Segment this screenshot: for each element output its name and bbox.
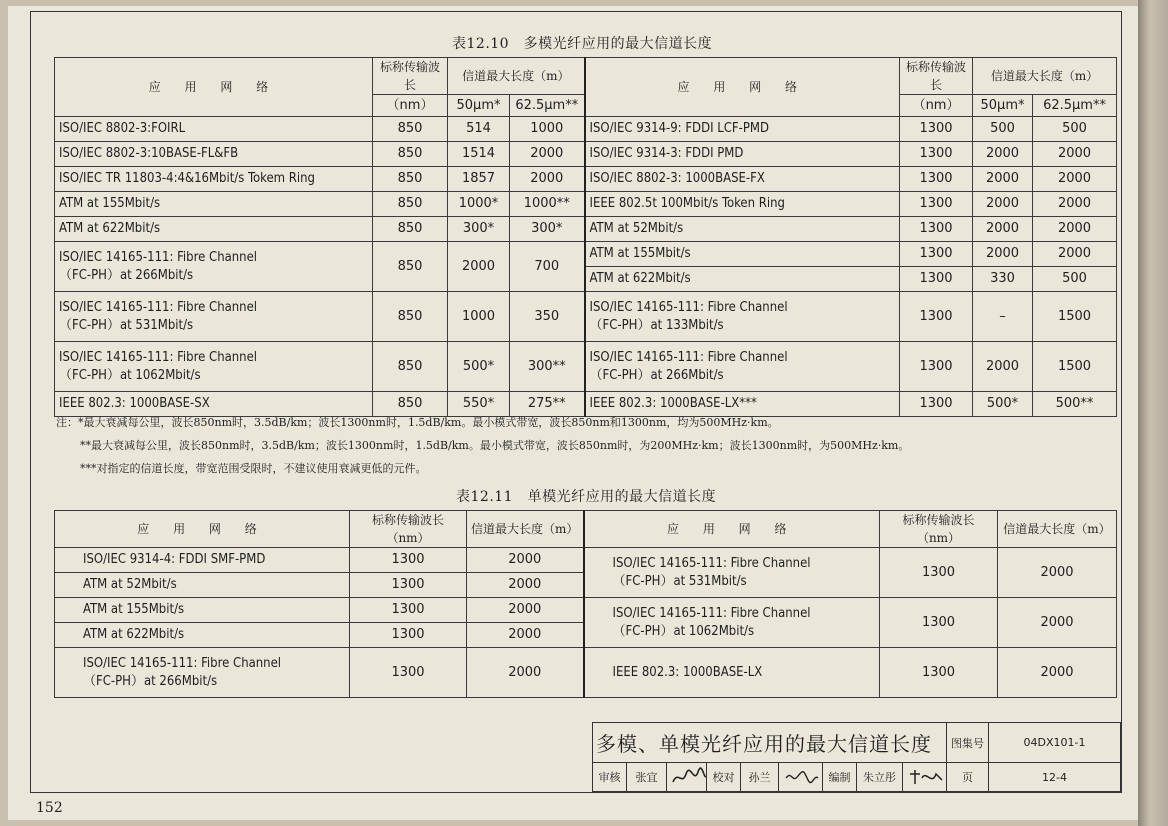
cell-wavelength: 850 — [373, 392, 448, 417]
table-row: IEEE 802.3: 1000BASE-LX — [584, 648, 880, 698]
reviewer-signature — [667, 763, 707, 792]
title-block — [592, 722, 1121, 792]
atlas-no-label: 图集号 — [947, 723, 989, 763]
app-line-2: （FC-PH）at 1062Mbit/s — [612, 623, 755, 639]
note-3: ***对指定的信道长度，带宽范围受限时，不建议使用衰减更低的元件。 — [80, 462, 427, 475]
cell-wavelength: 1300 — [880, 598, 998, 648]
check-label: 校对 — [707, 763, 741, 792]
page-number: 152 — [36, 800, 63, 816]
t2-header-wavelength-right: 标称传输波长（nm） — [880, 511, 998, 548]
cell-50um: 1514 — [448, 142, 510, 167]
cell-length: 2000 — [467, 573, 584, 598]
note-2: **最大衰减每公里，波长850nm时，3.5dB/km；波长1300nm时，1.5dB/km。最小模式带宽，波长850nm时，为200MHz·km；波长1300nm时，为500MHz·km。 — [80, 439, 910, 452]
designer-signature — [903, 763, 947, 792]
cell-wavelength: 1300 — [880, 648, 998, 698]
table1-title: 表12.10 多模光纤应用的最大信道长度 — [452, 36, 713, 52]
table-row — [55, 648, 350, 698]
cell-50um: 550* — [448, 392, 510, 417]
cell-50um: 300* — [448, 217, 510, 242]
cell-wavelength: 1300 — [900, 242, 973, 267]
t1-header-unit-left: （nm） — [373, 95, 448, 117]
cell-625um: 1000** — [510, 192, 585, 217]
app-line-1: ISO/IEC 14165-111: Fibre Channel — [612, 555, 811, 571]
cell-50um: 2000 — [448, 242, 510, 292]
page-label: 页 — [947, 763, 989, 792]
cell-50um: – — [973, 292, 1033, 342]
app-line-2: （FC-PH）at 266Mbit/s — [59, 267, 194, 283]
cell-wavelength: 1300 — [900, 392, 973, 417]
t2-header-channel-left: 信道最大长度（m） — [467, 511, 584, 548]
cell-50um: 514 — [448, 117, 510, 142]
cell-625um: 275** — [510, 392, 585, 417]
app-line-1: ISO/IEC 14165-111: Fibre Channel — [589, 349, 788, 365]
cell-625um: 1500 — [1033, 342, 1117, 392]
table2-title: 表12.11 单模光纤应用的最大信道长度 — [456, 489, 717, 505]
cell-625um: 2000 — [510, 142, 585, 167]
cell-625um: 300* — [510, 217, 585, 242]
cell-length: 2000 — [467, 548, 584, 573]
cell-50um: 2000 — [973, 167, 1033, 192]
t1-header-wavelength-right: 标称传输波长 — [900, 58, 973, 95]
cell-50um: 1000* — [448, 192, 510, 217]
cell-wavelength: 1300 — [900, 142, 973, 167]
table-row: ATM at 622Mbit/s — [585, 267, 900, 292]
cell-wavelength: 1300 — [900, 292, 973, 342]
t1-header-channel-right: 信道最大长度（m） — [973, 58, 1117, 95]
t1-header-50um-left: 50μm* — [448, 95, 510, 117]
cell-wavelength: 850 — [373, 217, 448, 242]
cell-wavelength: 850 — [373, 117, 448, 142]
cell-625um: 500 — [1033, 117, 1117, 142]
app-line-1: ISO/IEC 14165-111: Fibre Channel — [612, 605, 811, 621]
table-row — [585, 292, 900, 342]
app-line-1: ISO/IEC 14165-111: Fibre Channel — [59, 299, 258, 315]
cell-625um: 2000 — [1033, 192, 1117, 217]
app-line-1: ISO/IEC 14165-111: Fibre Channel — [59, 249, 258, 265]
table-row: ISO/IEC 9314-9: FDDI LCF-PMD — [585, 117, 900, 142]
cell-wavelength: 850 — [373, 142, 448, 167]
cell-50um: 500* — [973, 392, 1033, 417]
table-row: ATM at 155Mbit/s — [55, 598, 350, 623]
app-line-2: （FC-PH）at 531Mbit/s — [59, 317, 194, 333]
cell-50um: 2000 — [973, 217, 1033, 242]
cell-length: 2000 — [467, 598, 584, 623]
cell-625um: 2000 — [1033, 167, 1117, 192]
t1-header-app-right: 应 用 网 络 — [585, 58, 900, 117]
cell-50um: 1857 — [448, 167, 510, 192]
cell-wavelength: 1300 — [900, 192, 973, 217]
cell-wavelength: 850 — [373, 242, 448, 292]
cell-625um: 2000 — [1033, 217, 1117, 242]
table1-notes — [56, 411, 909, 480]
page-code: 12-4 — [989, 763, 1121, 792]
table-row — [585, 342, 900, 392]
t2-header-app-left: 应 用 网 络 — [55, 511, 350, 548]
cell-wavelength: 850 — [373, 192, 448, 217]
review-label: 审核 — [593, 763, 627, 792]
table-row: ISO/IEC 8802-3: 1000BASE-FX — [585, 167, 900, 192]
table-row: ISO/IEC 9314-3: FDDI PMD — [585, 142, 900, 167]
cell-625um: 300** — [510, 342, 585, 392]
table-row: IEEE 802.3: 1000BASE-SX — [55, 392, 373, 417]
checker-name: 孙兰 — [741, 763, 779, 792]
app-line-2: （FC-PH）at 133Mbit/s — [589, 317, 724, 333]
table-row: ATM at 155Mbit/s — [55, 192, 373, 217]
drawing-title: 多模、单模光纤应用的最大信道长度 — [593, 723, 947, 763]
cell-50um: 2000 — [973, 192, 1033, 217]
cell-625um: 2000 — [1033, 142, 1117, 167]
checker-signature — [779, 763, 823, 792]
cell-625um: 700 — [510, 242, 585, 292]
cell-wavelength: 1300 — [350, 623, 467, 648]
table-row: ATM at 622Mbit/s — [55, 217, 373, 242]
table-row: ISO/IEC 9314-4: FDDI SMF-PMD — [55, 548, 350, 573]
table-row: IEEE 802.5t 100Mbit/s Token Ring — [585, 192, 900, 217]
app-line-2: （FC-PH）at 266Mbit/s — [83, 673, 218, 689]
t2-header-wavelength-left: 标称传输波长（nm） — [350, 511, 467, 548]
singlemode-table — [54, 510, 1117, 698]
cell-length: 2000 — [998, 598, 1117, 648]
app-line-2: （FC-PH）at 266Mbit/s — [589, 367, 724, 383]
cell-wavelength: 1300 — [900, 217, 973, 242]
designer-name: 朱立彤 — [857, 763, 903, 792]
table-row: IEEE 802.3: 1000BASE-LX*** — [585, 392, 900, 417]
multimode-table — [54, 57, 1117, 417]
cell-625um: 2000 — [1033, 242, 1117, 267]
cell-length: 2000 — [467, 623, 584, 648]
cell-length: 2000 — [467, 648, 584, 698]
cell-wavelength: 1300 — [350, 648, 467, 698]
cell-wavelength: 1300 — [880, 548, 998, 598]
cell-wavelength: 850 — [373, 167, 448, 192]
t1-header-channel-left: 信道最大长度（m） — [448, 58, 585, 95]
app-line-1: ISO/IEC 14165-111: Fibre Channel — [83, 655, 282, 671]
cell-50um: 1000 — [448, 292, 510, 342]
cell-50um: 330 — [973, 267, 1033, 292]
cell-625um: 350 — [510, 292, 585, 342]
t2-header-channel-right: 信道最大长度（m） — [998, 511, 1117, 548]
table-row — [55, 342, 373, 392]
table-row: ATM at 155Mbit/s — [585, 242, 900, 267]
note-1: 注：*最大衰减每公里，波长850nm时，3.5dB/km；波长1300nm时，1.5dB/km。最小模式带宽，波长850nm和1300nm，均为500MHz·km。 — [56, 416, 779, 429]
cell-50um: 2000 — [973, 342, 1033, 392]
table-row — [584, 548, 880, 598]
atlas-no: 04DX101-1 — [989, 723, 1121, 763]
reviewer-name: 张宜 — [627, 763, 667, 792]
t2-header-app-right: 应 用 网 络 — [584, 511, 880, 548]
cell-50um: 2000 — [973, 142, 1033, 167]
t1-header-625um-right: 62.5μm** — [1033, 95, 1117, 117]
cell-50um: 500* — [448, 342, 510, 392]
app-line-2: （FC-PH）at 531Mbit/s — [612, 573, 747, 589]
cell-length: 2000 — [998, 648, 1117, 698]
table-row: ISO/IEC 8802-3:10BASE-FL&FB — [55, 142, 373, 167]
table-row: ATM at 622Mbit/s — [55, 623, 350, 648]
cell-625um: 2000 — [510, 167, 585, 192]
cell-length: 2000 — [998, 548, 1117, 598]
cell-wavelength: 1300 — [900, 267, 973, 292]
t1-header-app-left: 应 用 网 络 — [55, 58, 373, 117]
cell-625um: 500** — [1033, 392, 1117, 417]
cell-50um: 2000 — [973, 242, 1033, 267]
t1-header-625um-left: 62.5μm** — [510, 95, 585, 117]
app-line-1: ISO/IEC 14165-111: Fibre Channel — [59, 349, 258, 365]
table-row: ATM at 52Mbit/s — [55, 573, 350, 598]
cell-wavelength: 1300 — [350, 598, 467, 623]
t1-header-wavelength-left: 标称传输波长 — [373, 58, 448, 95]
cell-wavelength: 850 — [373, 342, 448, 392]
table-row: ISO/IEC TR 11803-4:4&16Mbit/s Tokem Ring — [55, 167, 373, 192]
cell-wavelength: 850 — [373, 292, 448, 342]
cell-wavelength: 1300 — [900, 167, 973, 192]
table-row — [55, 292, 373, 342]
t1-header-unit-right: （nm） — [900, 95, 973, 117]
design-label: 编制 — [823, 763, 857, 792]
table-row — [584, 598, 880, 648]
t1-header-50um-right: 50μm* — [973, 95, 1033, 117]
app-line-2: （FC-PH）at 1062Mbit/s — [59, 367, 201, 383]
cell-wavelength: 1300 — [350, 573, 467, 598]
cell-625um: 1500 — [1033, 292, 1117, 342]
cell-wavelength: 1300 — [900, 117, 973, 142]
cell-50um: 500 — [973, 117, 1033, 142]
cell-wavelength: 1300 — [350, 548, 467, 573]
table-row: ISO/IEC 8802-3:FOIRL — [55, 117, 373, 142]
table-row: ATM at 52Mbit/s — [585, 217, 900, 242]
cell-wavelength: 1300 — [900, 342, 973, 392]
book-spine — [1138, 0, 1168, 826]
cell-625um: 500 — [1033, 267, 1117, 292]
app-line-1: ISO/IEC 14165-111: Fibre Channel — [589, 299, 788, 315]
table-row — [55, 242, 373, 292]
cell-625um: 1000 — [510, 117, 585, 142]
